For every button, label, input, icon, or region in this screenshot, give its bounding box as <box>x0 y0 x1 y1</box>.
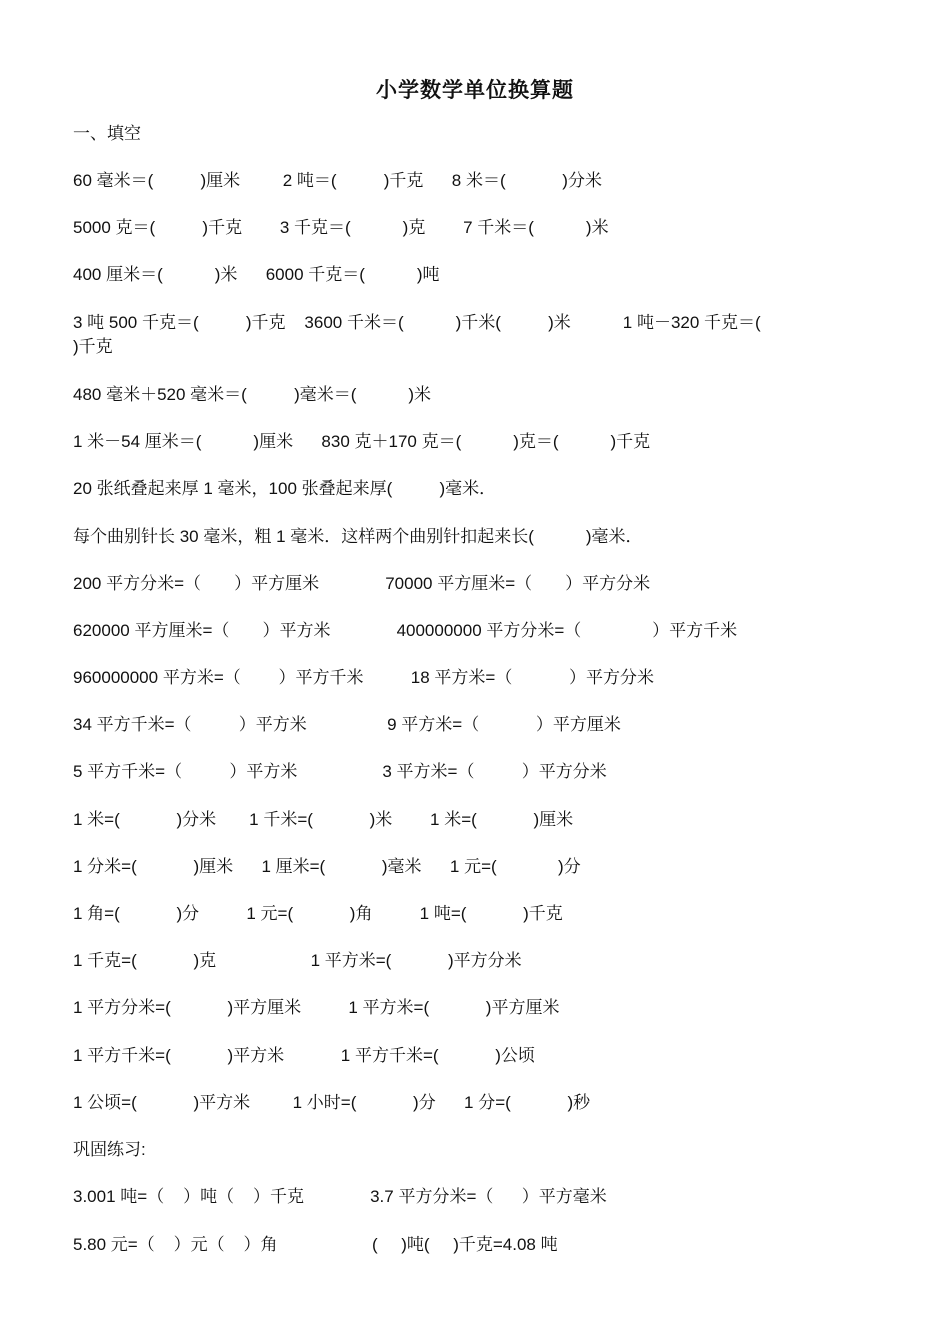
exercise-line-14: 1 米=( )分米 1 千米=( )米 1 米=( )厘米 <box>73 810 574 829</box>
exercise-line-2: 5000 克＝( )千克 3 千克＝( )克 7 千米＝( )米 <box>73 218 609 237</box>
exercise-line-15: 1 分米=( )厘米 1 厘米=( )毫米 1 元=( )分 <box>73 857 581 876</box>
practice-heading: 巩固练习: <box>73 1140 146 1159</box>
exercise-line-17: 1 千克=( )克 1 平方米=( )平方分米 <box>73 951 522 970</box>
exercise-line-5: 480 毫米＋520 毫米＝( )毫米＝( )米 <box>73 385 432 404</box>
page-title: 小学数学单位换算题 <box>376 79 574 102</box>
exercise-line-9: 200 平方分米=（ ）平方厘米 70000 平方厘米=（ ）平方分米 <box>73 574 651 593</box>
practice-line-2: 5.80 元=（ ）元（ ）角 ( )吨( )千克=4.08 吨 <box>73 1235 558 1254</box>
exercise-line-6: 1 米－54 厘米＝( )厘米 830 克＋170 克＝( )克＝( )千克 <box>73 432 651 451</box>
exercise-line-7: 20 张纸叠起来厚 1 毫米，100 张叠起来厚( )毫米． <box>73 479 497 498</box>
exercise-line-1: 60 毫米＝( )厘米 2 吨＝( )千克 8 米＝( )分米 <box>73 171 602 190</box>
exercise-line-11: 960000000 平方米=（ ）平方千米 18 平方米=（ ）平方分米 <box>73 668 654 687</box>
exercise-line-20: 1 公顷=( )平方米 1 小时=( )分 1 分=( )秒 <box>73 1093 591 1112</box>
section-label: 一、填空 <box>73 124 141 143</box>
exercise-line-16: 1 角=( )分 1 元=( )角 1 吨=( )千克 <box>73 904 563 923</box>
exercise-line-18: 1 平方分米=( )平方厘米 1 平方米=( )平方厘米 <box>73 998 560 1017</box>
exercise-line-4: 3 吨 500 千克＝( )千克 3600 千米＝( )千米( )米 1 吨－320 千克＝( )千克 <box>73 313 761 356</box>
exercise-line-10: 620000 平方厘米=（ ）平方米 400000000 平方分米=（ ）平方千米 <box>73 621 738 640</box>
exercise-line-8: 每个曲别针长 30 毫米，粗 1 毫米．这样两个曲别针扣起来长( )毫米． <box>73 527 643 546</box>
exercise-line-13: 5 平方千米=（ ）平方米 3 平方米=（ ）平方分米 <box>73 762 607 781</box>
exercise-line-12: 34 平方千米=（ ）平方米 9 平方米=（ ）平方厘米 <box>73 715 621 734</box>
practice-line-1: 3.001 吨=（ ）吨（ ）千克 3.7 平方分米=（ ）平方毫米 <box>73 1187 607 1206</box>
exercise-line-19: 1 平方千米=( )平方米 1 平方千米=( )公顷 <box>73 1046 535 1065</box>
exercise-line-3: 400 厘米＝( )米 6000 千克＝( )吨 <box>73 265 440 284</box>
